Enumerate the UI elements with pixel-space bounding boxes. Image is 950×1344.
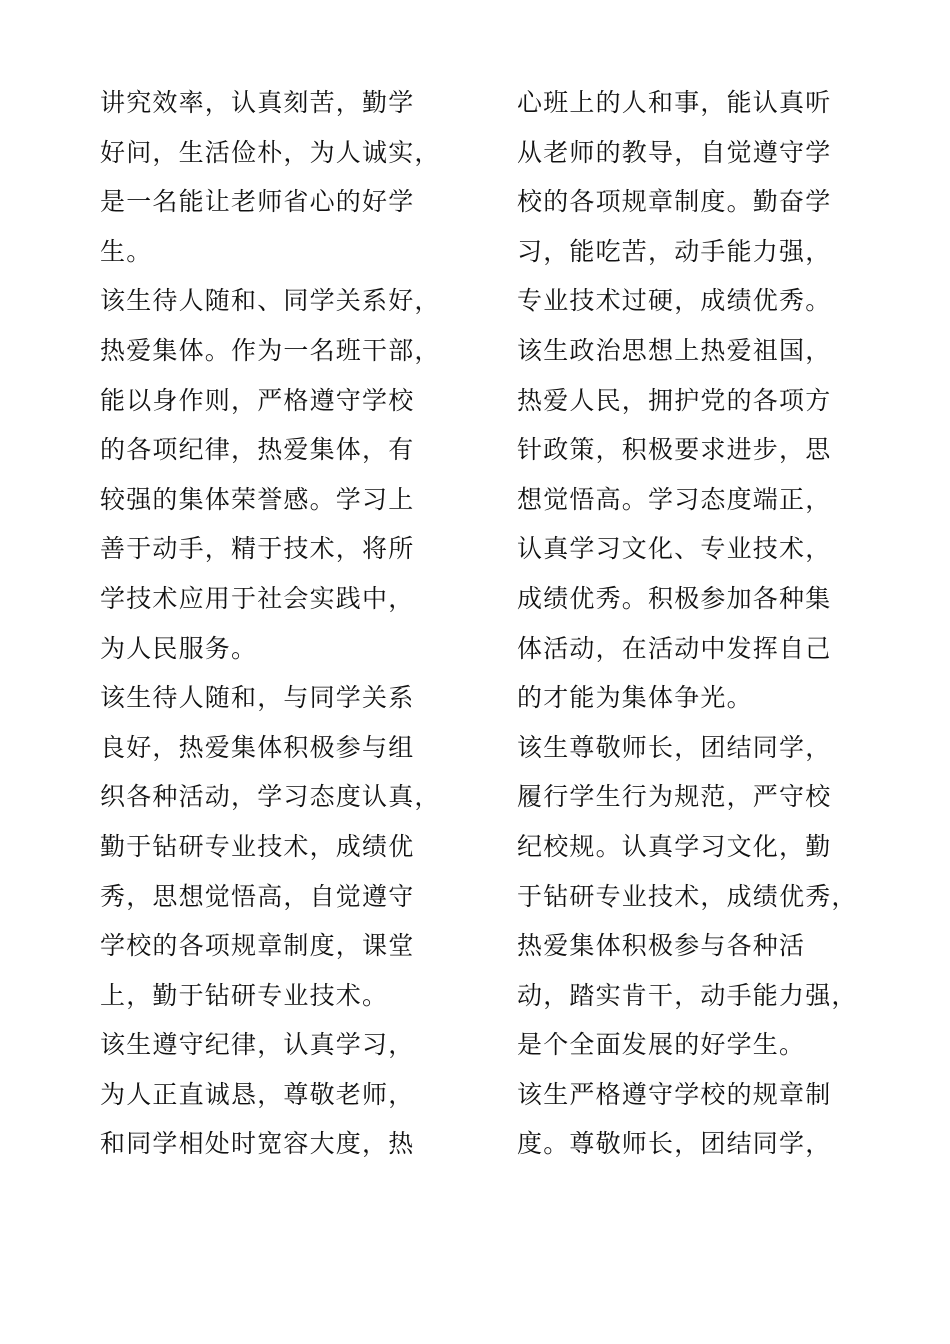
text-line: 度。尊敬师长，团结同学， bbox=[517, 1129, 832, 1159]
text-line: 针政策，积极要求进步，思 bbox=[517, 435, 832, 465]
text-line: 想觉悟高。学习态度端正， bbox=[517, 484, 832, 514]
text-line: 学技术应用于社会实践中， bbox=[100, 583, 415, 613]
text-line: 该生尊敬师长，团结同学， bbox=[517, 732, 832, 762]
text-line: 热爱人民，拥护党的各项方 bbox=[517, 385, 832, 415]
text-line: 该生严格遵守学校的规章制 bbox=[517, 1079, 832, 1109]
text-line: 该生待人随和、同学关系好， bbox=[100, 286, 441, 316]
text-line: 能以身作则，严格遵守学校 bbox=[100, 385, 415, 415]
text-line: 上，勤于钻研专业技术。 bbox=[100, 980, 389, 1010]
text-line: 较强的集体荣誉感。学习上 bbox=[100, 484, 415, 514]
text-line: 专业技术过硬，成绩优秀。 bbox=[517, 286, 832, 316]
right-text-column bbox=[517, 78, 858, 1169]
text-line: 于钻研专业技术，成绩优秀， bbox=[517, 881, 858, 911]
text-line: 和同学相处时宽容大度，热 bbox=[100, 1129, 415, 1159]
left-text-column bbox=[100, 78, 440, 1169]
text-line: 习，能吃苦，动手能力强， bbox=[517, 236, 832, 266]
text-line: 善于动手，精于技术，将所 bbox=[100, 534, 415, 564]
text-line: 是个全面发展的好学生。 bbox=[517, 1030, 806, 1060]
text-line: 勤于钻研专业技术，成绩优 bbox=[100, 831, 415, 861]
text-line: 为人正直诚恳，尊敬老师， bbox=[100, 1079, 415, 1109]
text-line: 好问，生活俭朴，为人诚实， bbox=[100, 137, 441, 167]
text-line: 该生遵守纪律，认真学习， bbox=[100, 1030, 415, 1060]
text-line: 是一名能让老师省心的好学 bbox=[100, 187, 415, 217]
text-line: 讲究效率，认真刻苦，勤学 bbox=[100, 88, 415, 117]
text-line: 该生政治思想上热爱祖国， bbox=[517, 335, 832, 365]
text-line: 校的各项规章制度。勤奋学 bbox=[517, 187, 832, 217]
text-line: 成绩优秀。积极参加各种集 bbox=[517, 583, 832, 613]
text-line: 纪校规。认真学习文化，勤 bbox=[517, 831, 832, 861]
text-line: 履行学生行为规范，严守校 bbox=[517, 782, 832, 812]
text-line: 学校的各项规章制度，课堂 bbox=[100, 931, 415, 961]
text-line: 的才能为集体争光。 bbox=[517, 683, 753, 713]
text-line: 秀，思想觉悟高，自觉遵守 bbox=[100, 881, 415, 911]
text-line: 良好，热爱集体积极参与组 bbox=[100, 732, 415, 762]
text-line: 该生待人随和，与同学关系 bbox=[100, 683, 415, 713]
text-line: 织各种活动，学习态度认真， bbox=[100, 782, 441, 812]
text-line: 动，踏实肯干，动手能力强， bbox=[517, 980, 858, 1010]
text-line: 体活动，在活动中发挥自己 bbox=[517, 633, 832, 663]
text-line: 生。 bbox=[100, 236, 153, 266]
text-line: 为人民服务。 bbox=[100, 633, 258, 663]
text-line: 心班上的人和事，能认真听 bbox=[517, 88, 832, 117]
text-line: 的各项纪律，热爱集体，有 bbox=[100, 435, 415, 465]
text-line: 热爱集体积极参与各种活 bbox=[517, 931, 806, 961]
text-line: 认真学习文化、专业技术， bbox=[517, 534, 832, 564]
text-line: 从老师的教导，自觉遵守学 bbox=[517, 137, 832, 167]
text-line: 热爱集体。作为一名班干部， bbox=[100, 335, 441, 365]
